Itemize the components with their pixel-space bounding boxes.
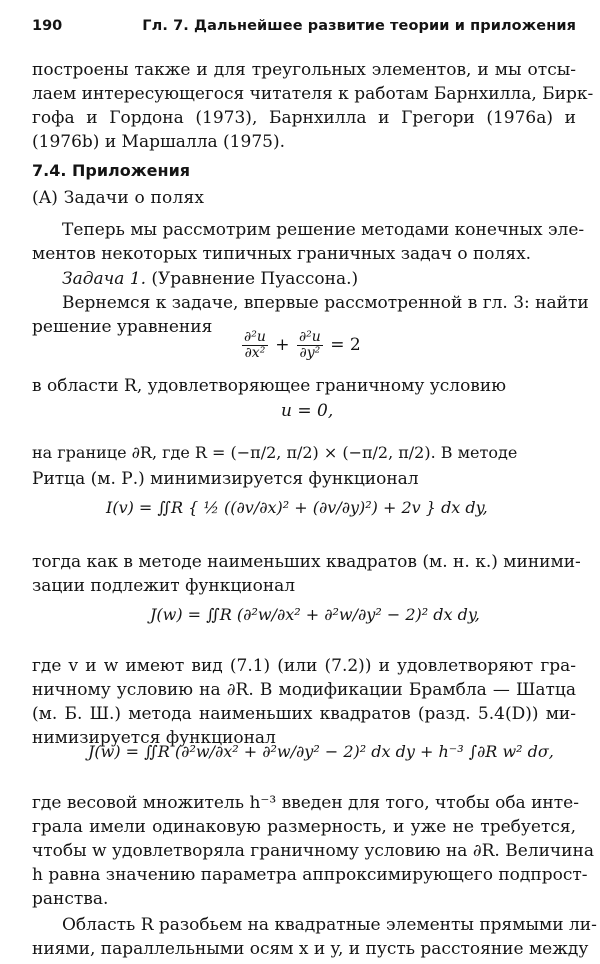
text-line: Ритца (м. Р.) минимизируется функционал [32,469,419,489]
section-title: 7.4. Приложения [32,161,191,180]
equation-bramble-schatz-functional: J(w) = ∬R (∂²w/∂x² + ∂²w/∂y² − 2)² dx dy + h⁻³ ∫∂R w² dσ, [88,742,554,761]
task-label: Задача 1. [62,269,146,289]
equation-least-squares-functional: J(w) = ∬R (∂²w/∂x² + ∂²w/∂y² − 2)² dx dy, [150,605,480,624]
text-line: лаем интересующегося читателя к работам Барнхилла, Бирк- [32,84,594,104]
subsection-title: (A) Задачи о полях [32,188,205,208]
text-line: чтобы w удовлетворяла граничному условию на ∂R. Величина [32,841,594,861]
equation-rhs: = 2 [330,335,361,355]
text-line: в области R, удовлетворяющее граничному условию [32,376,507,396]
equation-ritz-functional: I(v) = ∬R { ½ ((∂v/∂x)² + (∂v/∂y)²) + 2v } dx dy, [106,498,488,517]
text-line: (м. Б. Ш.) метода наименьших квадратов (разд. 5.4(D)) ми- [32,704,576,724]
text-line: нимизируется функционал [32,728,276,748]
page-number: 190 [32,18,63,34]
task-title: (Уравнение Пуассона.) [151,269,359,289]
equation-boundary-condition: u = 0, [281,401,334,421]
text-line: где весовой множитель h⁻³ введен для того, чтобы оба инте- [32,793,579,813]
text-line: ниями, параллельными осям x и y, и пусть расстояние между [32,939,589,959]
text-line: грала имели одинаковую размерность, и уже не требуется, [32,817,576,837]
text-line: гофа и Гордона (1973), Барнхилла и Грегори (1976a) и [32,108,576,128]
text-line: на границе ∂R, где R = (−π/2, π/2) × (−π/2, π/2). В методе [32,443,518,462]
text-line: зации подлежит функционал [32,576,296,596]
fraction: $\frac{\text{∂²u}}{\text{∂x²}}$ [244,329,266,361]
text-line: тогда как в методе наименьших квадратов (м. н. к.) миними- [32,552,581,572]
text-line: где v и w имеют вид (7.1) (или (7.2)) и удовлетворяют гра- [32,656,576,676]
text-line: ментов некоторых типичных граничных задач о полях. [32,244,532,264]
running-header [32,14,576,40]
equation-poisson: $\frac{\text{∂²u}}{\text{∂x²}}$ + $\frac{\text{∂²u}}{\text{∂y²}}$ = 2 [244,329,361,361]
text-line: ранства. [32,889,109,909]
fraction: $\frac{\text{∂²u}}{\text{∂y²}}$ [298,329,321,361]
text-line: Теперь мы рассмотрим решение методами конечных эле- [62,220,585,240]
text-line: (1976b) и Маршалла (1975). [32,132,285,152]
text-line: решение уравнения [32,317,213,337]
text-line: Вернемся к задаче, впервые рассмотренной в гл. 3: найти [62,293,589,313]
text-line: h равна значению параметра аппроксимирующего подпрост- [32,865,588,885]
task-heading [62,267,576,291]
text-line: ничному условию на ∂R. В модификации Брамбла — Шатца [32,680,576,700]
text-line: Область R разобьем на квадратные элементы прямыми ли- [62,915,597,935]
chapter-heading: Гл. 7. Дальнейшее развитие теории и приложения [142,18,576,34]
text-line: построены также и для треугольных элементов, и мы отсы- [32,60,576,80]
